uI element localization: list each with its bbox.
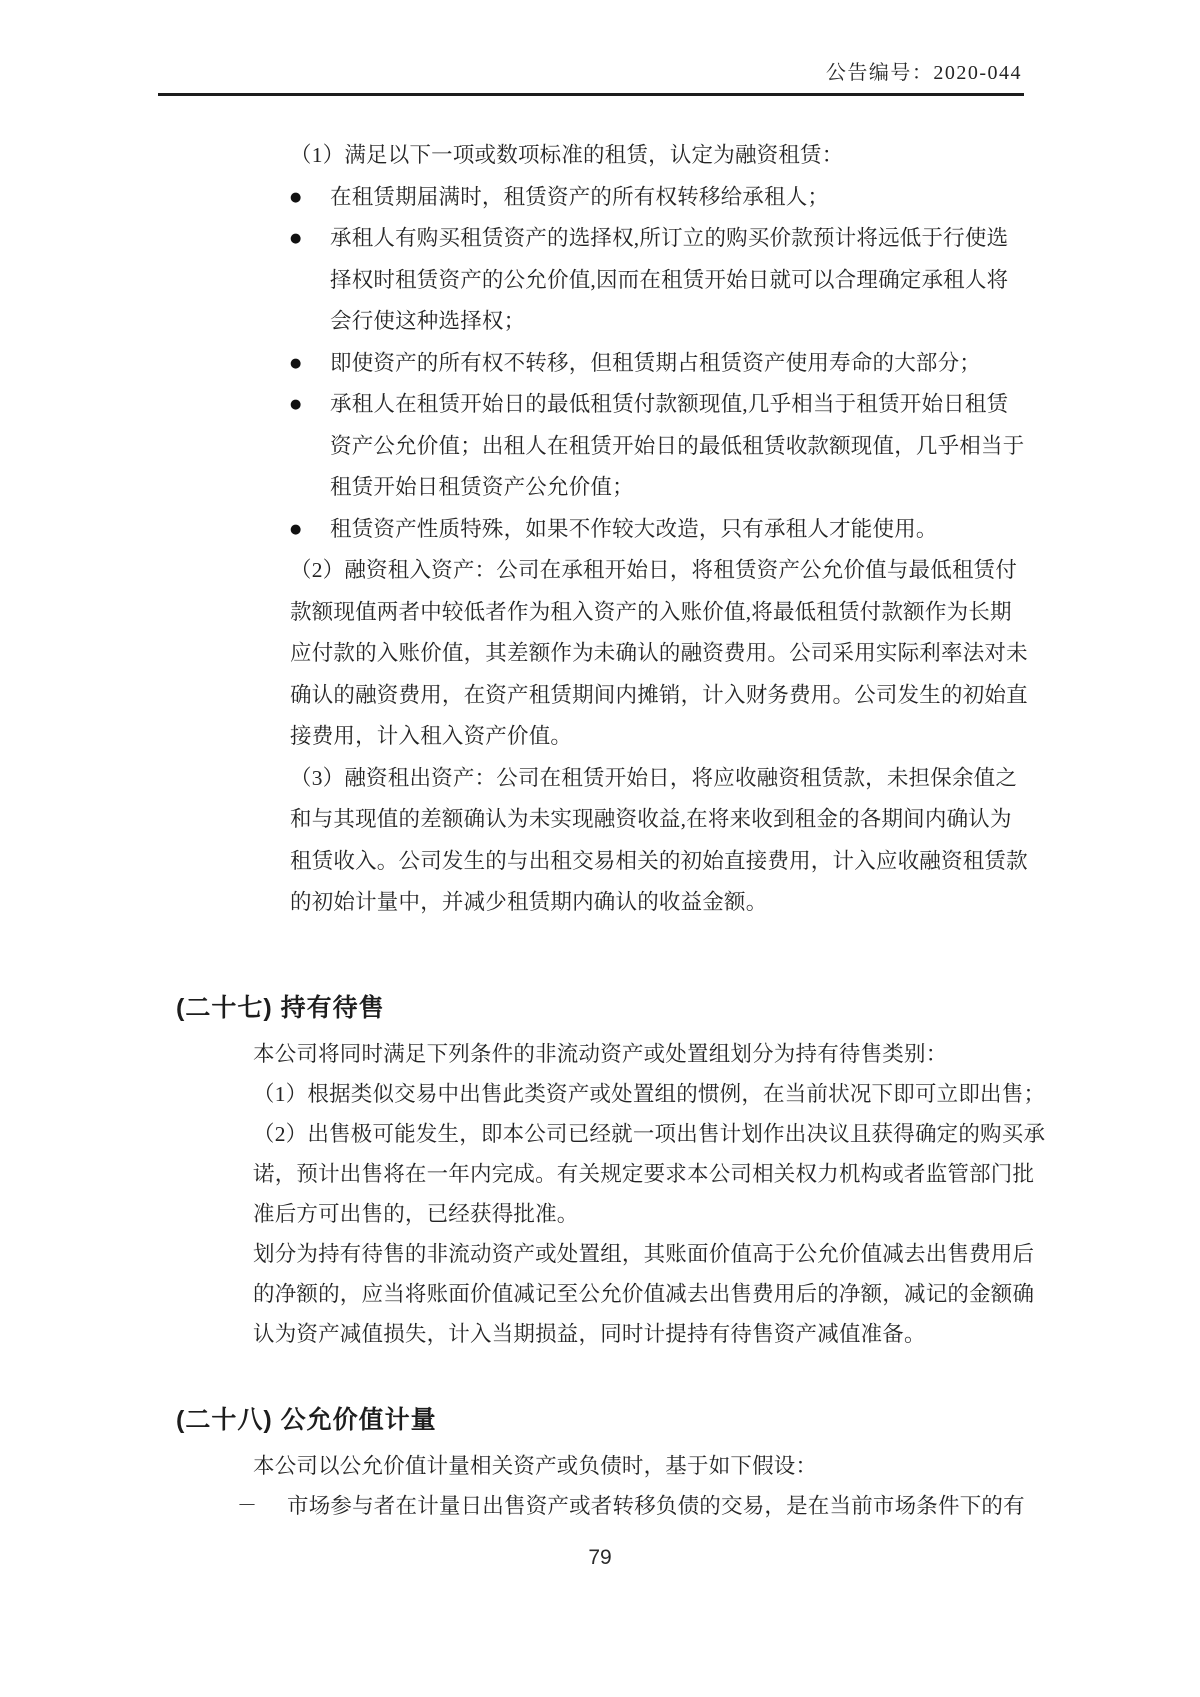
text-line: 本公司以公允价值计量相关资产或负债时，基于如下假设： [253,1454,818,1478]
header-divider [158,93,1024,96]
bullet-icon: ● [290,355,302,371]
bullet-icon: ● [290,231,302,246]
announcement-number: 公告编号：2020-044 [825,62,1022,84]
text-line: 承租人在租赁开始日的最低租赁付款额现值,几乎相当于租赁开始日租赁 [330,392,1009,416]
held-for-sale-body [253,1034,1063,1354]
text-line: 的初始计量中，并减少租赁期内确认的收益金额。 [290,890,768,914]
text-line: （1）满足以下一项或数项标准的租赁，认定为融资租赁： [290,143,844,167]
text-line: 诺，预计出售将在一年内完成。有关规定要求本公司相关权力机构或者监管部门批 [253,1162,1035,1186]
bullet-icon: ● [290,397,302,412]
paragraph-finance-lease-out [290,758,1028,924]
bullet-item [290,177,1010,219]
text-line: 租赁资产性质特殊，如果不作较大改造，只有承租人才能使用。 [330,516,938,541]
text-line: 认为资产减值损失，计入当期损益，同时计提持有待售资产减值准备。 [253,1322,926,1346]
text-line: 本公司将同时满足下列条件的非流动资产或处置组划分为持有待售类别： [253,1042,948,1066]
finance-lease-block [290,135,1028,924]
text-line: 市场参与者在计量日出售资产或者转移负债的交易，是在当前市场条件下的有 [287,1494,1025,1518]
bullet-item [290,509,1010,551]
text-line: 资产公允价值；出租人在租赁开始日的最低租赁收款额现值，几乎相当于 [330,433,1025,458]
text-line: （2）出售极可能发生，即本公司已经就一项出售计划作出决议且获得确定的购买承 [253,1122,1046,1146]
text-line: 会行使这种选择权； [330,309,526,333]
text-line: 即使资产的所有权不转移，但租赁期占租赁资产使用寿命的大部分； [330,350,982,375]
bullet-item [290,343,1010,385]
dash-icon: － [237,1495,258,1517]
text-line: （3）融资租出资产：公司在租赁开始日，将应收融资租赁款，未担保余值之 [290,765,1018,790]
paragraph-finance-lease-in [290,550,1028,758]
text-line: （1）根据类似交易中出售此类资产或处置组的惯例，在当前状况下即可立即出售； [253,1082,1046,1106]
text-line: 准后方可出售的，已经获得批准。 [253,1202,579,1226]
bullet-item [290,218,1010,343]
text-line: 款额现值两者中较低者作为租入资产的入账价值,将最低租赁付款额作为长期 [290,599,1012,624]
text-line: 租赁开始日租赁资产公允价值； [330,475,634,499]
text-line: 的净额的，应当将账面价值减记至公允价值减去出售费用后的净额，减记的金额确 [253,1282,1035,1306]
section-heading-held-for-sale: (二十七) 持有待售 [176,994,385,1022]
dash-list-item [237,1486,1063,1526]
text-line: 在租赁期届满时，租赁资产的所有权转移给承租人； [330,184,830,209]
text-line: 确认的融资费用，在资产租赁期间内摊销，计入财务费用。公司发生的初始直 [290,682,1028,707]
text-line: 承租人有购买租赁资产的选择权,所订立的购买价款预计将远低于行使选 [330,226,1009,250]
text-line: 择权时租赁资产的公允价值,因而在租赁开始日就可以合理确定承租人将 [330,267,1009,292]
text-line: （2）融资租入资产：公司在承租开始日，将租赁资产公允价值与最低租赁付 [290,558,1018,582]
bullet-item [290,384,1025,509]
section-heading-fair-value: (二十八) 公允价值计量 [176,1406,437,1434]
fair-value-body [237,1446,1063,1526]
bullet-icon: ● [290,189,302,205]
text-line: 应付款的入账价值，其差额作为未确认的融资费用。公司采用实际利率法对未 [290,641,1028,665]
text-line: 接费用，计入租入资产价值。 [290,724,573,748]
text-line: 和与其现值的差额确认为未实现融资收益,在将来收到租金的各期间内确认为 [290,807,1012,831]
text-line: 租赁收入。公司发生的与出租交易相关的初始直接费用，计入应收融资租赁款 [290,848,1028,873]
page-number: 79 [588,1546,612,1569]
bullet-icon: ● [290,521,302,537]
text-line: 划分为持有待售的非流动资产或处置组，其账面价值高于公允价值减去出售费用后 [253,1242,1035,1266]
